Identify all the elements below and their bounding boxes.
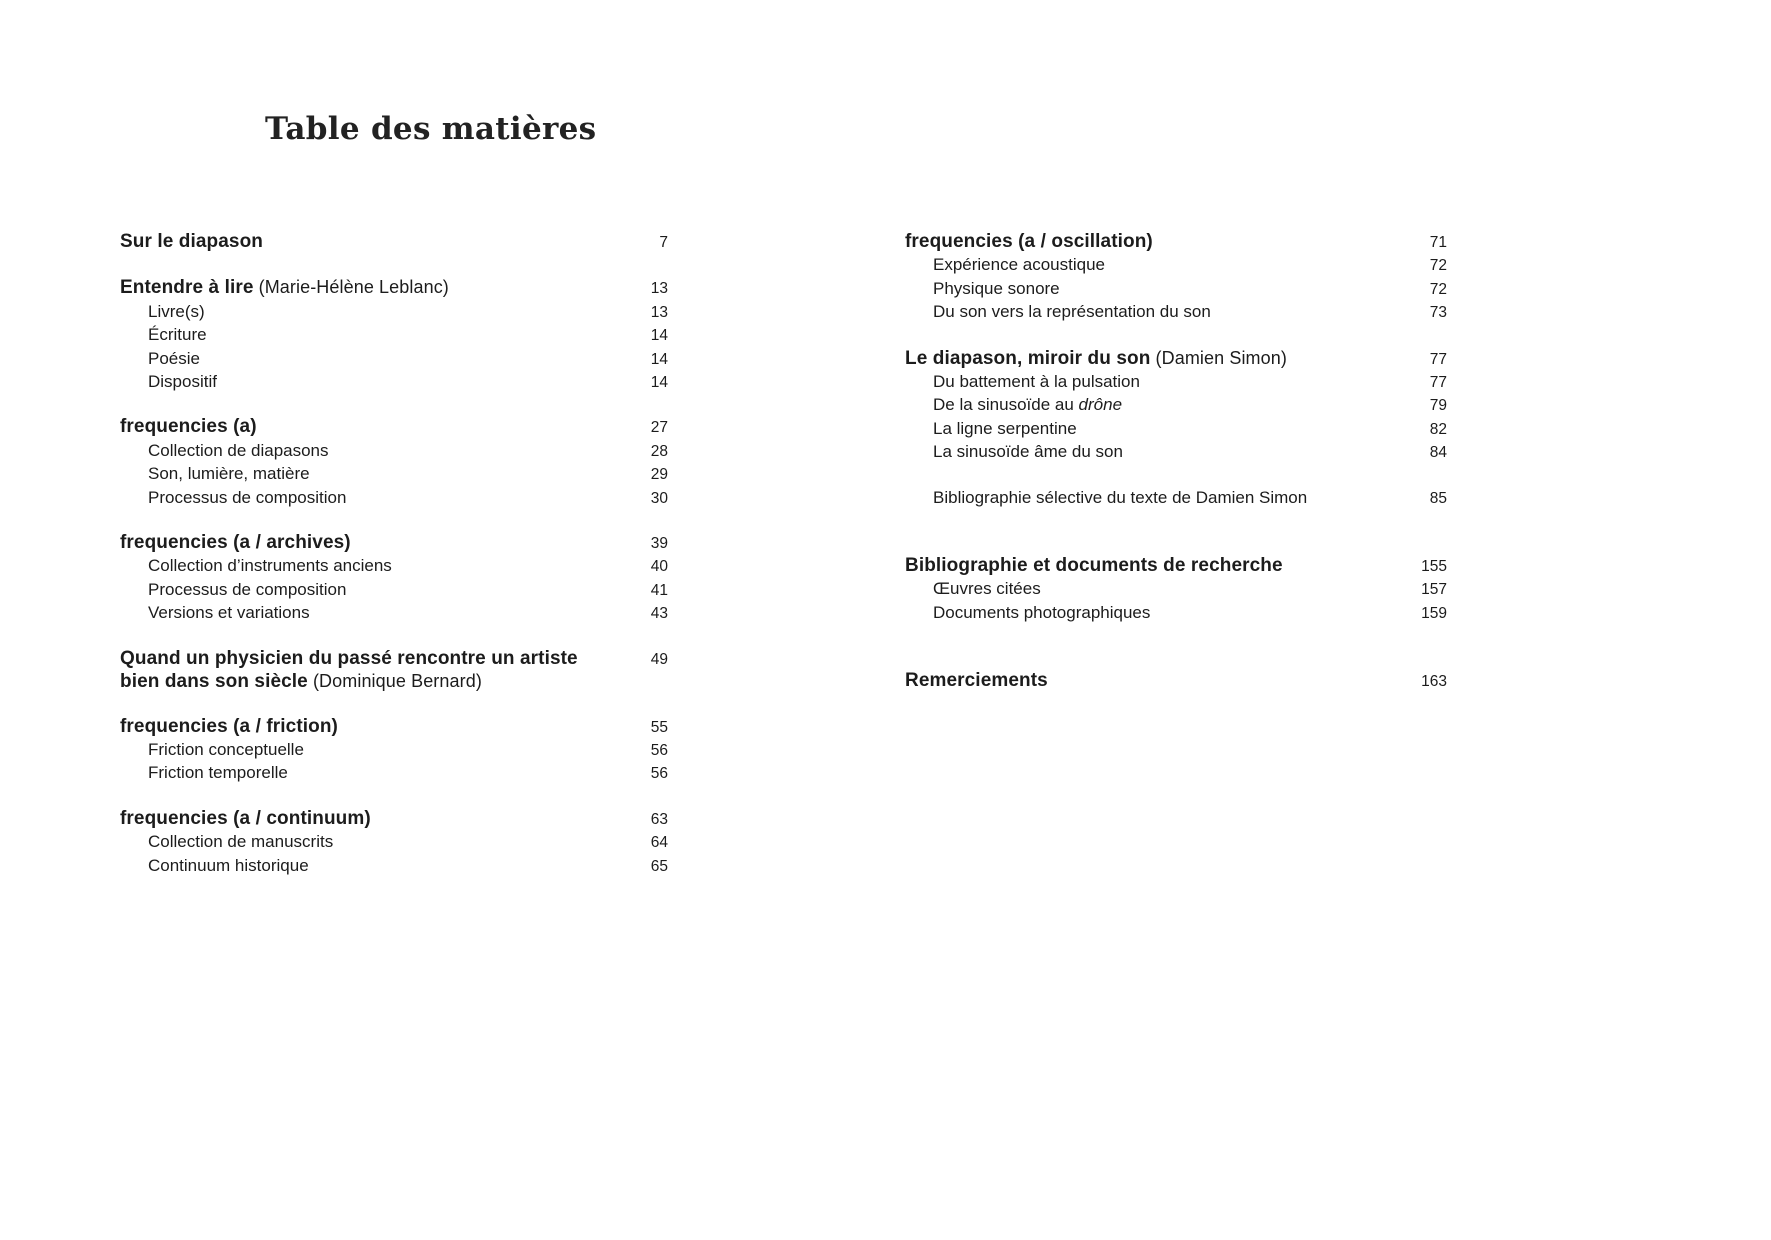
toc-entry-page: 49 <box>650 650 668 668</box>
toc-entry-page: 155 <box>1421 558 1447 576</box>
toc-subentry-label: Du son vers la représentation du son <box>933 302 1211 322</box>
toc-entry-page: 7 <box>659 234 668 251</box>
toc-subentry-page: 159 <box>1421 604 1447 622</box>
toc-subentry-label-italic: drône <box>1078 395 1123 415</box>
toc-subentry-label: La ligne serpentine <box>933 418 1077 438</box>
toc-section <box>120 648 668 694</box>
toc-entry-label <box>120 276 624 299</box>
toc-entry-label <box>905 231 1403 253</box>
toc-subentry <box>905 418 1447 441</box>
toc-entry-title: Quand un physicien du passé rencontre un artiste bien dans son siècle <box>120 647 578 693</box>
toc-subentry <box>120 579 668 602</box>
toc-entry-page: 55 <box>650 718 668 736</box>
toc-entry-author: (Dominique Bernard) <box>307 671 482 692</box>
toc-subentry-label: Écriture <box>148 325 207 345</box>
toc-section <box>120 276 668 394</box>
toc-subentry-page: 73 <box>1429 304 1447 322</box>
toc-subentry-page: 28 <box>650 442 668 460</box>
toc-entry <box>120 231 668 254</box>
toc-subentry <box>120 855 668 878</box>
toc-subentry-page: 79 <box>1429 397 1447 415</box>
toc-subentry-page: 14 <box>650 374 668 392</box>
toc-entry-label <box>905 347 1403 370</box>
toc-subentry-page: 56 <box>650 741 668 759</box>
toc-entry-label <box>120 808 624 830</box>
toc-entry-page: 77 <box>1429 350 1447 368</box>
toc-subentry <box>120 301 668 324</box>
toc-entry-title: frequencies (a / oscillation) <box>905 231 1153 252</box>
toc-subentry-label: Livre(s) <box>148 301 205 321</box>
toc-entry-label <box>905 555 1403 577</box>
toc-subentry <box>120 463 668 486</box>
toc-subentry-page: 84 <box>1429 444 1447 462</box>
toc-subentry-page: 13 <box>650 303 668 321</box>
page-title: Table des matières <box>265 110 597 147</box>
toc-entry-title: Sur le diapason <box>120 231 263 252</box>
toc-entry-label <box>905 670 1403 692</box>
toc-entry <box>120 532 668 555</box>
toc-entry-title: Bibliographie et documents de recherche <box>905 555 1283 577</box>
toc-subentry <box>905 301 1447 324</box>
toc-entry <box>905 347 1447 371</box>
toc-subentry <box>905 394 1447 417</box>
toc-subentry-page: 85 <box>1429 489 1447 507</box>
toc-entry-page: 71 <box>1429 234 1447 251</box>
toc-entry-page: 13 <box>650 280 668 298</box>
toc-subentry-label: Friction conceptuelle <box>148 739 304 759</box>
toc-subentry-page: 43 <box>650 605 668 623</box>
toc-subentry-page: 30 <box>650 489 668 507</box>
toc-subentry-page: 64 <box>650 834 668 852</box>
toc-subentry-page: 14 <box>650 350 668 368</box>
toc-section <box>120 231 668 254</box>
toc-entry-label <box>120 648 624 694</box>
toc-subentry <box>120 487 668 510</box>
toc-entry-title: frequencies (a / continuum) <box>120 807 371 829</box>
toc-section <box>120 532 668 626</box>
toc-subentry-page: 40 <box>650 558 668 576</box>
toc-subentry <box>905 441 1447 464</box>
toc-section <box>120 416 668 510</box>
toc-section <box>905 555 1447 625</box>
toc-entry <box>905 670 1447 693</box>
toc-subentry <box>905 602 1447 625</box>
toc-subentry <box>905 371 1447 394</box>
toc-subentry-page: 65 <box>650 857 668 875</box>
toc-entry-title: frequencies (a / friction) <box>120 715 338 737</box>
toc-subentry-label: Son, lumière, matière <box>148 464 310 484</box>
toc-subentry-label: Poésie <box>148 348 200 368</box>
toc-subentry <box>120 371 668 394</box>
toc-entry-page: 163 <box>1421 673 1447 691</box>
toc-subentry <box>120 831 668 854</box>
toc-subentry-page: 77 <box>1429 374 1447 392</box>
toc-entry-label <box>120 716 624 738</box>
toc-subentry <box>905 578 1447 601</box>
toc-entry <box>905 231 1447 254</box>
toc-subentry-page: 72 <box>1429 280 1447 298</box>
toc-entry <box>905 555 1447 578</box>
toc-column-1 <box>120 231 668 878</box>
toc-subentry-label: Du battement à la pulsation <box>933 372 1140 392</box>
toc-subentry-page: 56 <box>650 765 668 783</box>
toc-subentry-label: Collection de diapasons <box>148 440 329 460</box>
toc-subentry-label: Processus de composition <box>148 487 347 507</box>
toc-subentry-page: 29 <box>650 466 668 484</box>
toc-subentry <box>905 487 1447 510</box>
toc-subentry-label: Friction temporelle <box>148 763 288 783</box>
toc-subentry-page: 82 <box>1429 420 1447 438</box>
toc-subentry <box>120 739 668 762</box>
toc-subentry-label: Bibliographie sélective du texte de Damien Simon <box>933 487 1308 507</box>
toc-entry <box>120 416 668 439</box>
toc-subentry-page: 41 <box>650 581 668 599</box>
toc-entry-page: 27 <box>650 419 668 437</box>
toc-subentry <box>905 278 1447 301</box>
toc-subentry <box>120 555 668 578</box>
toc-entry-label <box>120 416 624 438</box>
toc-entry <box>120 808 668 831</box>
toc-section <box>905 670 1447 693</box>
toc-subentry-page: 14 <box>650 327 668 345</box>
toc-subentry-label: Collection d’instruments anciens <box>148 556 392 576</box>
toc-subentry <box>120 440 668 463</box>
toc-subentry-page: 157 <box>1421 581 1447 599</box>
toc-section <box>120 716 668 786</box>
toc-entry <box>120 716 668 739</box>
toc-entry-label <box>120 231 624 253</box>
toc-entry-label <box>120 532 624 554</box>
toc-columns <box>0 231 1771 878</box>
toc-subentry-label: Physique sonore <box>933 278 1060 298</box>
toc-entry-page: 39 <box>650 535 668 553</box>
toc-subentry <box>120 602 668 625</box>
toc-entry-title: Le diapason, miroir du son <box>905 347 1151 369</box>
toc-entry <box>120 648 668 694</box>
toc-subentry-label: De la sinusoïde au drône <box>933 395 1123 415</box>
toc-section <box>905 231 1447 325</box>
toc-subentry <box>120 348 668 371</box>
toc-entry-page: 63 <box>650 810 668 828</box>
toc-subentry-page: 72 <box>1429 257 1447 275</box>
toc-subentry-label: Documents photographiques <box>933 602 1151 622</box>
toc-column-2 <box>905 231 1447 694</box>
toc-subentry-label: Processus de composition <box>148 579 347 599</box>
toc-entry-title: Remerciements <box>905 670 1048 692</box>
toc-section <box>905 347 1447 510</box>
toc-subentry-label: Dispositif <box>148 372 217 392</box>
toc-subentry-label: Continuum historique <box>148 855 309 875</box>
toc-subentry-label: La sinusoïde âme du son <box>933 442 1123 462</box>
toc-entry-author: (Damien Simon) <box>1150 347 1287 368</box>
toc-section <box>120 808 668 878</box>
toc-subentry <box>120 762 668 785</box>
toc-entry-author: (Marie-Hélène Leblanc) <box>253 277 449 298</box>
toc-subentry-label: Œuvres citées <box>933 579 1041 599</box>
toc-subentry-label: Versions et variations <box>148 603 310 623</box>
toc-subentry-label: Collection de manuscrits <box>148 832 334 852</box>
toc-subentry <box>120 324 668 347</box>
toc-subentry-label: Expérience acoustique <box>933 255 1106 275</box>
toc-entry <box>120 276 668 300</box>
toc-entry-title: Entendre à lire <box>120 277 254 299</box>
toc-entry-title: frequencies (a / archives) <box>120 532 351 554</box>
toc-subentry <box>905 254 1447 277</box>
toc-entry-title: frequencies (a) <box>120 416 257 438</box>
